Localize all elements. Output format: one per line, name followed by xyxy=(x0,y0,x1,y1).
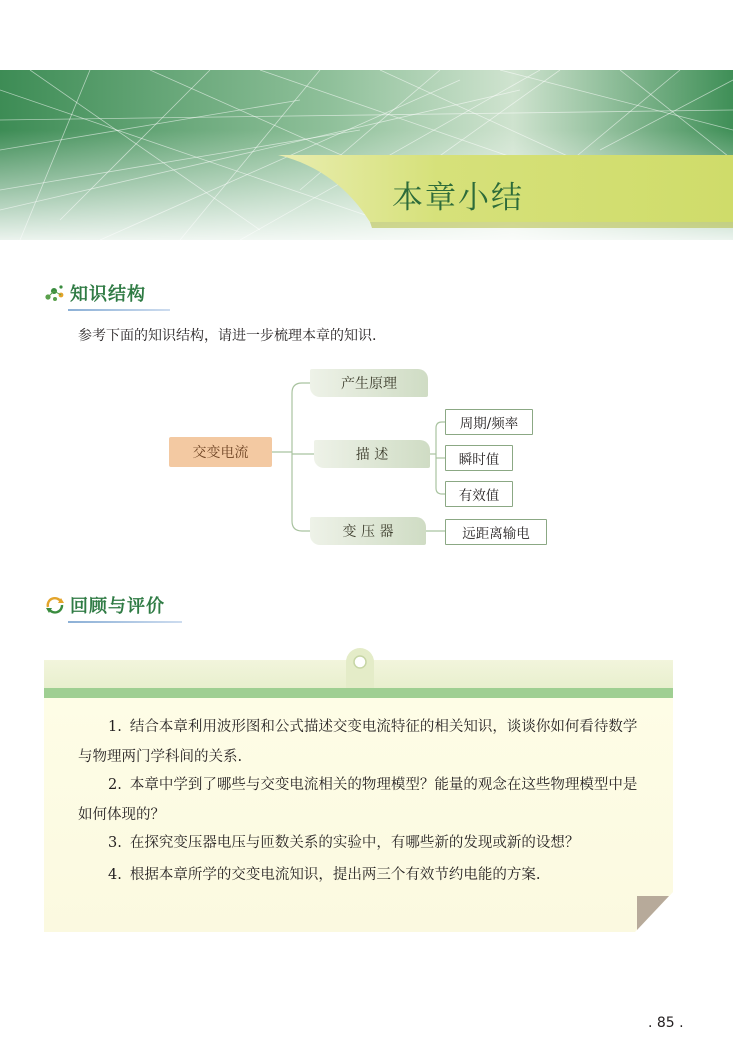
review-question xyxy=(78,860,638,890)
review-question xyxy=(78,828,638,858)
question-text: 本章中学到了哪些与交变电流相关的物理模型？能量的观念在这些物理模型中是如何体现的？ xyxy=(78,777,638,823)
question-number: 4. xyxy=(108,867,122,883)
section-title: 知识结构 xyxy=(70,284,146,305)
tree-branch-node: 变 压 器 xyxy=(310,517,426,545)
question-number: 2. xyxy=(108,777,122,793)
tree-branch-node: 产生原理 xyxy=(310,369,428,397)
tree-leaf-node: 远距离输电 xyxy=(445,519,547,545)
question-number: 3. xyxy=(108,835,122,851)
molecule-icon xyxy=(44,283,66,303)
chapter-banner xyxy=(0,70,733,240)
tree-leaf-node: 有效值 xyxy=(445,481,513,507)
cycle-icon xyxy=(44,595,66,615)
review-heading xyxy=(44,592,168,618)
page-number: . 85 . xyxy=(648,1015,684,1031)
question-text: 在探究变压器电压与匝数关系的实验中，有哪些新的发现或新的设想？ xyxy=(129,835,580,851)
tree-root-node: 交变电流 xyxy=(169,437,272,467)
review-question xyxy=(78,712,638,772)
chapter-title: 本章小结 xyxy=(392,180,524,216)
clip-icon xyxy=(338,640,382,700)
section-title: 回顾与评价 xyxy=(70,596,165,617)
heading-underline xyxy=(68,621,182,623)
question-text: 结合本章利用波形图和公式描述交变电流特征的相关知识，谈谈你如何看待数学与物理两门学科间的关系. xyxy=(78,719,638,765)
tree-leaf-node: 周期/频率 xyxy=(445,409,533,435)
banner-graphic xyxy=(0,70,733,240)
heading-underline xyxy=(68,309,170,311)
question-text: 根据本章所学的交变电流知识，提出两三个有效节约电能的方案. xyxy=(129,867,541,883)
question-number: 1. xyxy=(108,719,122,735)
tree-leaf-node: 瞬时值 xyxy=(445,445,513,471)
tree-branch-node: 描 述 xyxy=(314,440,430,468)
page-fold-icon xyxy=(635,892,673,932)
knowledge-structure-heading xyxy=(44,280,156,306)
intro-text: 参考下面的知识结构，请进一步梳理本章的知识. xyxy=(78,328,377,344)
review-question xyxy=(78,770,638,830)
